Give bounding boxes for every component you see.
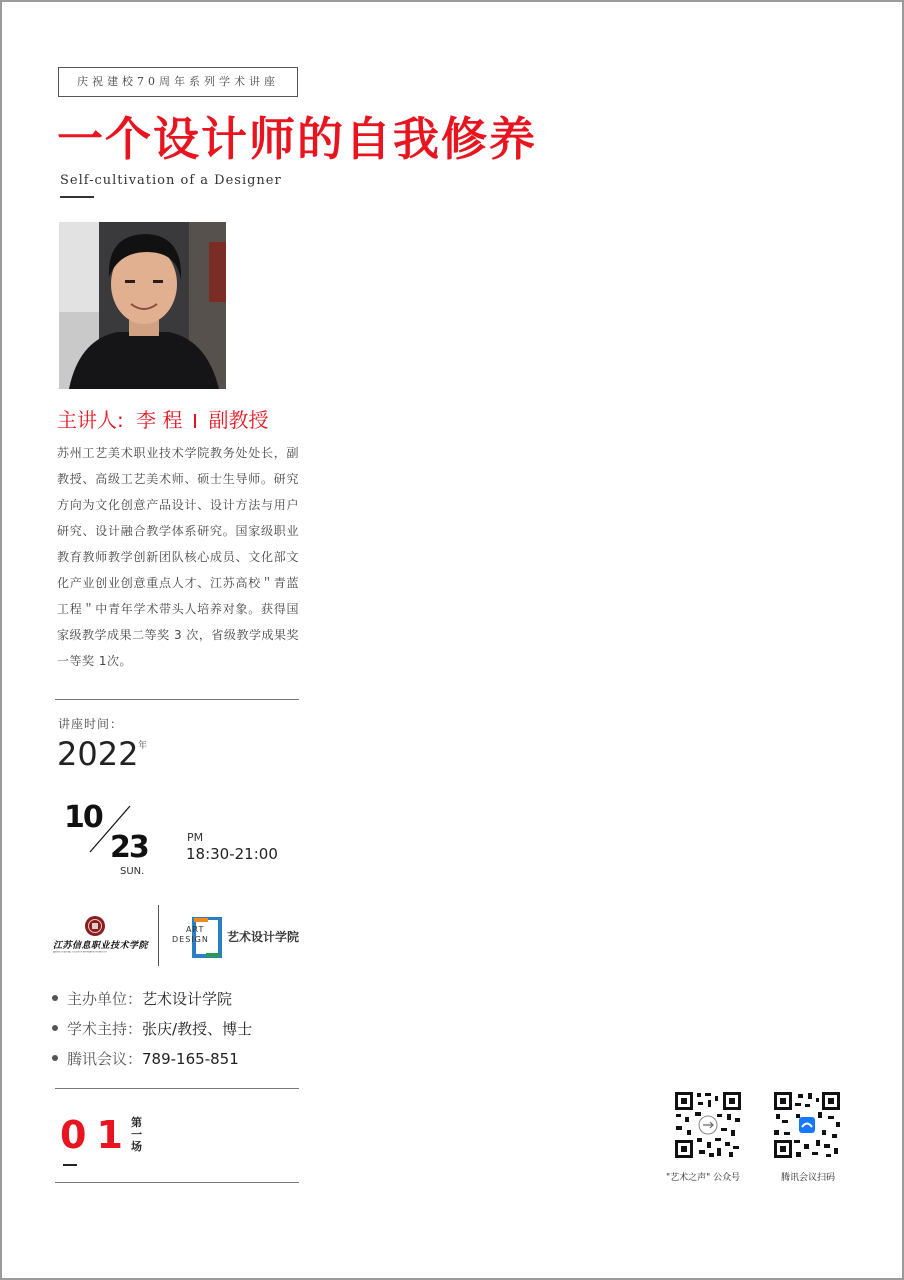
speaker-separator xyxy=(194,414,196,428)
session-number: 01 xyxy=(60,1113,133,1157)
bullet-dot xyxy=(52,995,58,1001)
bullet-dot xyxy=(52,1055,58,1061)
info-item-moderator xyxy=(52,1014,252,1044)
tencent-meeting-qr-caption: 腾讯会议扫码 xyxy=(781,1173,836,1183)
schedule-ampm: PM xyxy=(187,831,204,844)
info-label: 学术主持： xyxy=(67,1020,143,1038)
bullet-dot xyxy=(52,1025,58,1031)
tencent-meeting-qr-code xyxy=(772,1090,842,1160)
lecture-subtitle: Self-cultivation of a Designer xyxy=(60,173,282,188)
info-value: 张庆/教授、博士 xyxy=(142,1020,253,1038)
wechat-qr-caption: "艺术之声" 公众号 xyxy=(666,1173,741,1183)
school-name-en: JIANGSU VOCATIONAL COLLEGE OF INFORMATION TECHNOLOGY xyxy=(53,951,107,953)
schedule-month: 10 xyxy=(64,800,102,835)
subtitle-rule xyxy=(60,196,94,198)
schedule-year: 2022 xyxy=(57,735,139,773)
info-value: 艺术设计学院 xyxy=(142,990,233,1008)
school-logo xyxy=(53,914,149,960)
school-name: 江苏信息职业技术学院 xyxy=(53,941,149,951)
divider xyxy=(55,1088,299,1089)
session-label: 第一场 xyxy=(131,1116,142,1153)
event-info-list xyxy=(52,984,252,1074)
art-design-logo xyxy=(172,917,224,965)
speaker-line xyxy=(57,404,268,433)
schedule-label: 讲座时间： xyxy=(58,717,124,731)
info-label: 腾讯会议： xyxy=(67,1050,143,1068)
schedule-day: 23 xyxy=(110,830,148,865)
wechat-qr-code xyxy=(673,1090,743,1160)
divider xyxy=(55,1182,299,1183)
info-value: 789-165-851 xyxy=(142,1050,239,1068)
speaker-prefix: 主讲人: xyxy=(57,408,124,432)
art-mark-bottom: DESIGN xyxy=(172,935,209,944)
divider xyxy=(55,699,299,700)
speaker-name: 李 程 xyxy=(136,408,183,432)
speaker-title: 副教授 xyxy=(208,408,269,432)
art-mark-top: ART xyxy=(186,925,205,934)
info-item-host xyxy=(52,984,252,1014)
lecture-title: 一个设计师的自我修养 xyxy=(57,112,537,166)
session-underline xyxy=(63,1164,77,1166)
speaker-photo xyxy=(59,222,226,389)
series-label: 庆祝建校70周年系列学术讲座 xyxy=(58,67,298,97)
schedule-year-unit: 年 xyxy=(138,741,148,751)
speaker-bio: 苏州工艺美术职业技术学院教务处处长，副教授、高级工艺美术师、硕士生导师。研究方向为文化创意产品设计、设计方法与用户研究、设计融合教学体系研究。国家级职业教育教师教学创新团队核心成员、文化部文化产业创业创意重点人才、江苏高校＂青蓝工程＂中青年学术带头人培养对象。获得国家级教学成果二等奖 3 次，省级教学成果奖一等奖 1次。 xyxy=(57,446,299,668)
schedule-hours: 18:30-21:00 xyxy=(186,845,278,863)
logo-separator xyxy=(158,905,159,966)
info-item-meeting xyxy=(52,1044,252,1074)
info-label: 主办单位： xyxy=(67,990,143,1008)
schedule-weekday: SUN. xyxy=(120,866,145,877)
college-name: 艺术设计学院 xyxy=(227,930,300,944)
